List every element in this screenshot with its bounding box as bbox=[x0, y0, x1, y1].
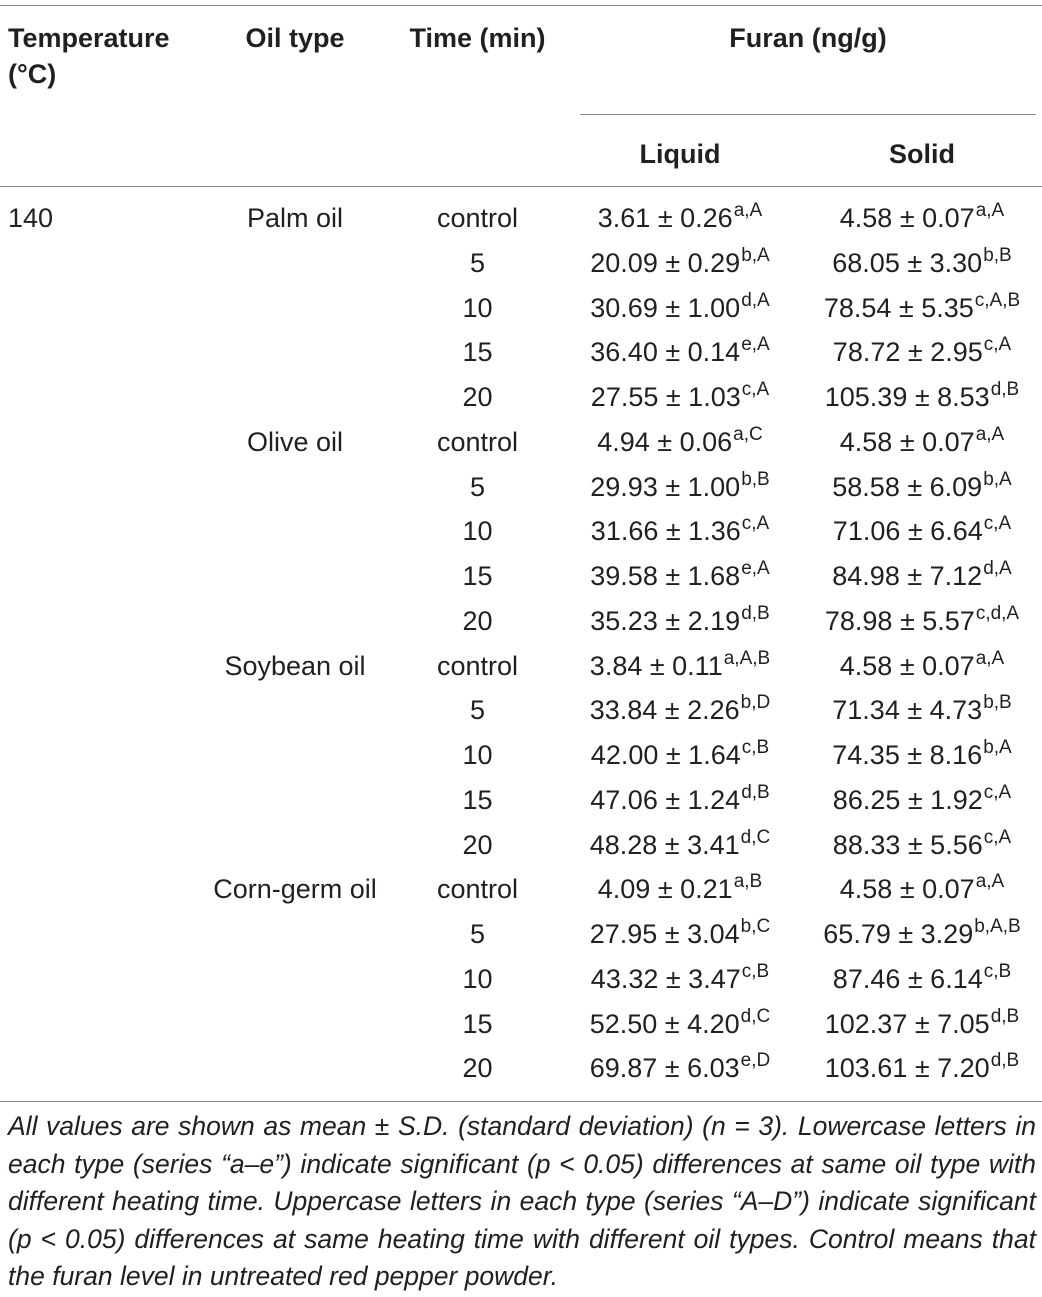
solid-furan-cell-significance: b,B bbox=[983, 692, 1012, 714]
header-furan: Furan (ng/g) bbox=[729, 23, 887, 53]
solid-furan-cell-value: 58.58 ± 6.09 bbox=[832, 471, 983, 502]
solid-furan-cell bbox=[800, 912, 1042, 960]
liquid-furan-cell-value: 27.95 ± 3.04 bbox=[589, 919, 740, 949]
liquid-furan-cell bbox=[562, 1046, 798, 1094]
time-cell-value: control bbox=[436, 650, 519, 681]
liquid-furan-cell-significance: e,A bbox=[741, 558, 770, 579]
liquid-furan-cell bbox=[562, 241, 798, 289]
table-row bbox=[0, 1002, 1042, 1047]
solid-furan-cell bbox=[800, 509, 1042, 557]
table-row bbox=[0, 867, 1042, 912]
solid-furan-cell bbox=[800, 733, 1042, 781]
liquid-furan-cell bbox=[562, 823, 798, 871]
time-cell bbox=[410, 241, 545, 286]
liquid-furan-cell-significance: b,A bbox=[741, 244, 770, 266]
solid-furan-cell-value: 103.61 ± 7.20 bbox=[824, 1053, 990, 1084]
oil-type-cell-value: Palm oil bbox=[246, 203, 344, 233]
liquid-furan-cell-significance: d,A bbox=[741, 289, 770, 311]
oil-type-cell-value: Corn-germ oil bbox=[213, 874, 377, 905]
time-cell-value: 5 bbox=[469, 919, 486, 949]
table-row bbox=[0, 241, 1042, 286]
liquid-furan-cell bbox=[562, 912, 798, 960]
liquid-furan-cell bbox=[562, 554, 798, 602]
liquid-furan-cell-value: 42.00 ± 1.64 bbox=[590, 740, 741, 770]
liquid-furan-cell-significance: e,D bbox=[740, 1050, 771, 1072]
solid-furan-cell-value: 88.33 ± 5.56 bbox=[832, 829, 983, 860]
liquid-furan-cell-significance: a,A,B bbox=[723, 647, 771, 669]
liquid-furan-cell-value: 47.06 ± 1.24 bbox=[590, 784, 741, 815]
solid-furan-cell-significance: d,B bbox=[990, 1005, 1020, 1027]
solid-furan-cell-value: 4.58 ± 0.07 bbox=[839, 203, 975, 233]
time-cell-value: control bbox=[436, 874, 519, 905]
time-cell bbox=[410, 420, 545, 465]
solid-furan-cell-significance: a,A bbox=[975, 200, 1005, 221]
time-cell-value: 20 bbox=[462, 382, 493, 412]
time-cell-value: 10 bbox=[462, 740, 493, 770]
time-cell-value: 10 bbox=[462, 963, 493, 994]
table-row bbox=[0, 286, 1042, 331]
solid-furan-cell-value: 74.35 ± 8.16 bbox=[832, 740, 983, 770]
liquid-furan-cell bbox=[562, 375, 798, 423]
solid-furan-cell bbox=[800, 644, 1042, 692]
oil-type-cell bbox=[190, 196, 400, 241]
time-cell-value: 15 bbox=[462, 337, 493, 368]
time-cell bbox=[410, 957, 545, 1002]
liquid-furan-cell-value: 4.94 ± 0.06 bbox=[597, 426, 733, 457]
table-bottom-rule bbox=[0, 1101, 1042, 1102]
solid-furan-cell-value: 84.98 ± 7.12 bbox=[832, 561, 983, 591]
solid-furan-cell-value: 87.46 ± 6.14 bbox=[832, 963, 983, 994]
time-cell bbox=[410, 688, 545, 733]
solid-furan-cell-value: 105.39 ± 8.53 bbox=[824, 382, 990, 412]
solid-furan-cell bbox=[800, 867, 1042, 915]
liquid-furan-cell-value: 4.09 ± 0.21 bbox=[597, 874, 733, 905]
table-row bbox=[0, 420, 1042, 465]
time-cell bbox=[410, 733, 545, 778]
solid-furan-cell bbox=[800, 286, 1042, 334]
solid-furan-cell-value: 71.06 ± 6.64 bbox=[832, 516, 983, 547]
liquid-furan-cell bbox=[562, 1002, 798, 1050]
liquid-furan-cell bbox=[562, 509, 798, 557]
time-cell bbox=[410, 1046, 545, 1091]
table-row bbox=[0, 465, 1042, 510]
solid-furan-cell-significance: a,A bbox=[975, 647, 1005, 669]
solid-furan-cell bbox=[800, 375, 1042, 423]
solid-furan-cell bbox=[800, 823, 1042, 871]
oil-type-cell bbox=[190, 420, 400, 465]
liquid-furan-cell-significance: d,B bbox=[741, 602, 770, 624]
liquid-furan-cell-significance: b,B bbox=[741, 468, 770, 490]
liquid-furan-cell-value: 31.66 ± 1.36 bbox=[590, 516, 741, 547]
time-cell bbox=[410, 196, 545, 241]
header-bottom-rule bbox=[0, 186, 1042, 187]
solid-furan-cell-significance: b,A bbox=[983, 737, 1012, 758]
table-row bbox=[0, 509, 1042, 554]
time-cell-value: 20 bbox=[462, 1053, 493, 1084]
liquid-furan-cell-significance: c,A bbox=[741, 513, 770, 535]
table-row bbox=[0, 733, 1042, 778]
oil-type-cell-value: Olive oil bbox=[246, 426, 344, 457]
time-cell bbox=[410, 867, 545, 912]
top-rule bbox=[0, 5, 1042, 6]
time-cell bbox=[410, 644, 545, 689]
oil-type-cell bbox=[190, 644, 400, 689]
time-cell bbox=[410, 823, 545, 868]
liquid-furan-cell bbox=[562, 286, 798, 334]
table-row bbox=[0, 196, 1042, 241]
time-cell-value: 5 bbox=[469, 471, 486, 502]
liquid-furan-cell-significance: d,C bbox=[740, 826, 771, 848]
liquid-furan-cell-value: 43.32 ± 3.47 bbox=[590, 963, 741, 994]
liquid-furan-cell-significance: a,A bbox=[733, 200, 763, 221]
liquid-furan-cell bbox=[562, 330, 798, 378]
liquid-furan-cell bbox=[562, 778, 798, 826]
solid-furan-cell-significance: c,A bbox=[983, 334, 1012, 356]
solid-furan-cell bbox=[800, 554, 1042, 602]
table-row bbox=[0, 554, 1042, 599]
liquid-furan-cell-significance: d,C bbox=[740, 1005, 771, 1027]
temperature-cell bbox=[8, 196, 148, 241]
time-cell-value: 15 bbox=[462, 784, 493, 815]
liquid-furan-cell-significance: a,B bbox=[733, 871, 763, 893]
solid-furan-cell-value: 71.34 ± 4.73 bbox=[832, 695, 983, 726]
liquid-furan-cell-value: 52.50 ± 4.20 bbox=[589, 1008, 740, 1039]
solid-furan-cell-significance: b,A bbox=[983, 468, 1012, 490]
table-row bbox=[0, 599, 1042, 644]
time-cell-value: control bbox=[436, 426, 519, 457]
time-cell bbox=[410, 778, 545, 823]
solid-furan-cell-significance: c,B bbox=[983, 960, 1012, 982]
liquid-furan-cell bbox=[562, 465, 798, 513]
liquid-furan-cell-value: 3.61 ± 0.26 bbox=[597, 203, 733, 233]
liquid-furan-cell-significance: c,A bbox=[741, 379, 770, 400]
table-row bbox=[0, 1046, 1042, 1091]
solid-furan-cell-significance: c,A bbox=[983, 826, 1012, 848]
solid-furan-cell bbox=[800, 330, 1042, 378]
solid-furan-cell bbox=[800, 1046, 1042, 1094]
oil-type-cell-value: Soybean oil bbox=[224, 650, 366, 681]
time-cell bbox=[410, 509, 545, 554]
liquid-furan-cell-value: 3.84 ± 0.11 bbox=[589, 650, 723, 681]
solid-furan-cell bbox=[800, 241, 1042, 289]
solid-furan-cell-value: 4.58 ± 0.07 bbox=[839, 650, 975, 681]
time-cell-value: control bbox=[436, 203, 519, 233]
solid-furan-cell-value: 86.25 ± 1.92 bbox=[832, 784, 983, 815]
liquid-furan-cell bbox=[562, 599, 798, 647]
table-row bbox=[0, 375, 1042, 420]
solid-furan-cell-significance: a,A bbox=[975, 423, 1005, 445]
solid-furan-cell-value: 4.58 ± 0.07 bbox=[839, 874, 975, 905]
solid-furan-cell-significance: a,A bbox=[975, 871, 1005, 893]
liquid-furan-cell-significance: d,B bbox=[741, 781, 770, 803]
liquid-furan-cell-value: 27.55 ± 1.03 bbox=[590, 382, 741, 412]
liquid-furan-cell bbox=[562, 420, 798, 468]
liquid-furan-cell bbox=[562, 688, 798, 736]
solid-furan-cell-significance: b,B bbox=[983, 244, 1012, 266]
time-cell-value: 15 bbox=[462, 561, 493, 591]
table-row bbox=[0, 912, 1042, 957]
solid-furan-cell-significance: d,A bbox=[983, 558, 1012, 579]
liquid-furan-cell-significance: b,D bbox=[740, 692, 771, 714]
liquid-furan-cell-value: 69.87 ± 6.03 bbox=[589, 1053, 740, 1084]
solid-furan-cell-significance: d,B bbox=[990, 1050, 1020, 1072]
header-time: Time (min) bbox=[409, 23, 546, 53]
table-row bbox=[0, 823, 1042, 868]
liquid-furan-cell-value: 35.23 ± 2.19 bbox=[590, 605, 741, 636]
time-cell bbox=[410, 375, 545, 420]
solid-furan-cell-significance: b,A,B bbox=[974, 916, 1021, 937]
time-cell-value: 20 bbox=[462, 829, 493, 860]
table-footnote: All values are shown as mean ± S.D. (standard deviation) (n = 3). Lowercase letters in each type (series “a–e”) indicate significant (p < 0.05) differences at same oil type with different heating time. Uppercase letters in each type (series “A–D”) indicate significant (p < 0.05) differences at same heating time with different oil types. Control means that the furan level in untreated red pepper powder. bbox=[8, 1111, 1036, 1291]
liquid-furan-cell-significance: c,B bbox=[741, 737, 770, 758]
solid-furan-cell bbox=[800, 778, 1042, 826]
time-cell-value: 5 bbox=[469, 695, 486, 726]
table-row bbox=[0, 957, 1042, 1002]
header-solid: Solid bbox=[889, 139, 955, 169]
solid-furan-cell-value: 78.98 ± 5.57 bbox=[824, 605, 975, 636]
solid-furan-cell bbox=[800, 1002, 1042, 1050]
table-row bbox=[0, 644, 1042, 689]
solid-furan-cell-significance: c,A,B bbox=[974, 289, 1021, 311]
solid-furan-cell-value: 78.54 ± 5.35 bbox=[823, 292, 974, 323]
solid-furan-cell bbox=[800, 688, 1042, 736]
header-temperature: Temperature (°C) bbox=[8, 23, 170, 89]
solid-furan-cell-value: 65.79 ± 3.29 bbox=[823, 919, 974, 949]
time-cell bbox=[410, 286, 545, 331]
liquid-furan-cell-value: 39.58 ± 1.68 bbox=[590, 561, 741, 591]
table-row bbox=[0, 330, 1042, 375]
solid-furan-cell-significance: c,A bbox=[983, 781, 1012, 803]
table-row bbox=[0, 688, 1042, 733]
oil-type-cell bbox=[190, 867, 400, 912]
solid-furan-cell bbox=[800, 465, 1042, 513]
header-liquid: Liquid bbox=[639, 139, 721, 169]
solid-furan-cell-value: 78.72 ± 2.95 bbox=[832, 337, 983, 368]
solid-furan-cell bbox=[800, 957, 1042, 1005]
liquid-furan-cell bbox=[562, 196, 798, 244]
time-cell-value: 5 bbox=[469, 247, 486, 278]
solid-furan-cell-value: 4.58 ± 0.07 bbox=[839, 426, 975, 457]
time-cell-value: 10 bbox=[462, 292, 493, 323]
solid-furan-cell bbox=[800, 420, 1042, 468]
liquid-furan-cell-significance: c,B bbox=[741, 960, 770, 982]
time-cell bbox=[410, 554, 545, 599]
liquid-furan-cell-value: 48.28 ± 3.41 bbox=[589, 829, 740, 860]
time-cell-value: 10 bbox=[462, 516, 493, 547]
time-cell-value: 20 bbox=[462, 605, 493, 636]
liquid-furan-cell-significance: b,C bbox=[740, 916, 771, 937]
solid-furan-cell-value: 68.05 ± 3.30 bbox=[832, 247, 983, 278]
time-cell bbox=[410, 330, 545, 375]
liquid-furan-cell bbox=[562, 644, 798, 692]
time-cell bbox=[410, 599, 545, 644]
liquid-furan-cell-value: 29.93 ± 1.00 bbox=[590, 471, 741, 502]
solid-furan-cell-significance: d,B bbox=[990, 379, 1020, 400]
solid-furan-cell bbox=[800, 196, 1042, 244]
furan-subheader-rule bbox=[580, 114, 1036, 115]
header-oil-type: Oil type bbox=[245, 23, 345, 53]
table-row bbox=[0, 778, 1042, 823]
liquid-furan-cell-value: 20.09 ± 0.29 bbox=[590, 247, 741, 278]
liquid-furan-cell-value: 30.69 ± 1.00 bbox=[590, 292, 741, 323]
time-cell bbox=[410, 912, 545, 957]
solid-furan-cell-significance: c,d,A bbox=[975, 602, 1020, 624]
solid-furan-cell-value: 102.37 ± 7.05 bbox=[824, 1008, 990, 1039]
liquid-furan-cell bbox=[562, 957, 798, 1005]
liquid-furan-cell bbox=[562, 733, 798, 781]
liquid-furan-cell-significance: e,A bbox=[741, 334, 770, 356]
time-cell bbox=[410, 465, 545, 510]
liquid-furan-cell-significance: a,C bbox=[733, 423, 763, 445]
solid-furan-cell-significance: c,A bbox=[983, 513, 1012, 535]
temperature-cell-value: 140 bbox=[8, 203, 54, 233]
time-cell-value: 15 bbox=[462, 1008, 493, 1039]
liquid-furan-cell bbox=[562, 867, 798, 915]
liquid-furan-cell-value: 33.84 ± 2.26 bbox=[589, 695, 740, 726]
time-cell bbox=[410, 1002, 545, 1047]
solid-furan-cell bbox=[800, 599, 1042, 647]
liquid-furan-cell-value: 36.40 ± 0.14 bbox=[590, 337, 741, 368]
